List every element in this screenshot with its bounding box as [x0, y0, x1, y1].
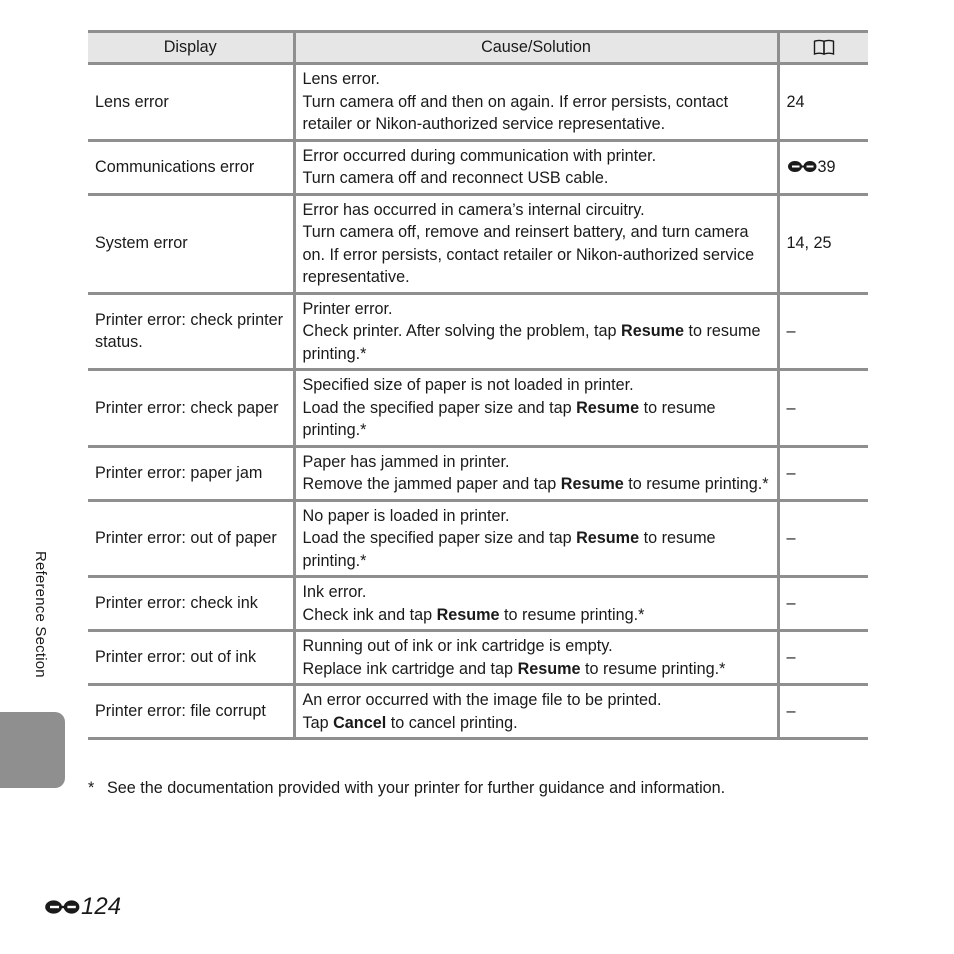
error-display-cell: Printer error: out of paper	[88, 500, 294, 577]
page-reference-cell	[778, 446, 868, 500]
table-row	[88, 293, 868, 370]
header-display: Display	[88, 32, 294, 64]
button-name-emphasis: Resume	[560, 475, 624, 493]
footnote-text: See the documentation provided with your printer for further guidance and information.	[107, 779, 726, 797]
line-text: to cancel printing.	[386, 713, 518, 732]
table-header-row	[88, 32, 868, 64]
page-reference-cell	[778, 64, 868, 141]
header-page-reference	[778, 32, 868, 64]
table-row	[88, 194, 868, 293]
line-text: Check printer. After solving the problem, tap	[302, 322, 622, 340]
cause-solution-cell	[294, 64, 778, 141]
table-row	[88, 500, 868, 577]
cause-solution-line: Turn camera off, remove and reinsert battery, and turn camera on. If error persists, contact retailer or Nikon-authorized service representative.	[302, 223, 755, 286]
page-reference-cell	[778, 370, 868, 447]
line-text: to resume printing.*	[580, 659, 726, 678]
page-reference-value: 24	[786, 92, 805, 111]
button-name-emphasis: Cancel	[333, 713, 387, 732]
cause-solution-cell	[294, 631, 778, 685]
header-cause-solution: Cause/Solution	[294, 32, 778, 64]
cause-solution-line: An error occurred with the image file to be printed.	[302, 691, 662, 709]
cause-solution-line: No paper is loaded in printer.	[302, 506, 510, 525]
button-name-emphasis: Resume	[436, 605, 500, 624]
line-text: to resume printing.*	[623, 475, 769, 493]
line-text: Replace ink cartridge and tap	[302, 659, 518, 678]
cause-solution-line	[303, 473, 770, 496]
page-reference-value: –	[786, 594, 796, 613]
section-tab-label: Reference Section	[32, 551, 49, 678]
error-display-cell: Printer error: check printer status.	[88, 293, 294, 370]
cause-solution-cell	[294, 577, 778, 631]
page-reference-value: 14, 25	[786, 234, 832, 253]
page-reference-value: –	[786, 398, 796, 417]
cause-solution-line: Specified size of paper is not loaded in printer.	[302, 376, 634, 394]
book-icon	[813, 39, 835, 55]
cause-solution-line: Running out of ink or ink cartridge is empty.	[302, 637, 613, 655]
page-reference-value: –	[786, 463, 796, 482]
error-display-cell: System error	[88, 194, 294, 293]
button-name-emphasis: Resume	[576, 398, 640, 417]
table-row	[88, 631, 868, 685]
line-text: Load the specified paper size and tap	[302, 398, 577, 417]
page-reference-cell	[778, 577, 868, 631]
table-row	[88, 140, 868, 194]
table-row	[88, 370, 868, 447]
cause-solution-line	[303, 604, 770, 627]
cause-solution-line	[303, 397, 770, 442]
cause-solution-line	[303, 527, 770, 572]
error-display-cell: Printer error: out of ink	[88, 631, 294, 685]
line-text: to resume printing.*	[499, 605, 645, 624]
cause-solution-cell	[294, 370, 778, 447]
page-reference-value: –	[786, 322, 796, 340]
footnote	[88, 777, 725, 799]
page-reference-value: –	[786, 702, 796, 721]
cause-solution-line	[303, 658, 770, 681]
page-reference-value: –	[786, 529, 796, 547]
cause-solution-cell	[294, 293, 778, 370]
cause-solution-cell	[294, 194, 778, 293]
cause-solution-line	[303, 320, 770, 365]
cause-solution-line	[303, 712, 770, 735]
cause-solution-line: Paper has jammed in printer.	[302, 452, 510, 471]
cause-solution-cell	[294, 500, 778, 577]
line-text: Load the specified paper size and tap	[302, 529, 577, 547]
button-name-emphasis: Resume	[517, 659, 581, 678]
reference-section-icon	[44, 899, 80, 915]
table-row	[88, 64, 868, 141]
cause-solution-line: Turn camera off and reconnect USB cable.	[302, 169, 609, 187]
button-name-emphasis: Resume	[576, 529, 640, 547]
page-number	[44, 893, 121, 921]
page-reference-cell	[778, 631, 868, 685]
cause-solution-cell	[294, 446, 778, 500]
page-number-value: 124	[81, 893, 122, 920]
line-text: Tap	[302, 713, 334, 732]
table-row	[88, 446, 868, 500]
line-text: to resume printing.*	[302, 398, 716, 439]
error-display-cell: Lens error	[88, 64, 294, 141]
page-reference-cell	[778, 194, 868, 293]
cause-solution-line: Ink error.	[302, 583, 367, 601]
line-text: Check ink and tap	[302, 605, 437, 624]
page-reference-value: 39	[817, 157, 836, 176]
cause-solution-cell	[294, 140, 778, 194]
error-display-cell: Printer error: check paper	[88, 370, 294, 447]
line-text: Remove the jammed paper and tap	[302, 475, 561, 493]
cause-solution-cell	[294, 685, 778, 739]
table-row	[88, 577, 868, 631]
line-text: to resume printing.*	[302, 529, 716, 570]
page-reference-cell	[778, 685, 868, 739]
page-reference-value: –	[786, 648, 796, 667]
button-name-emphasis: Resume	[621, 322, 685, 340]
table-row	[88, 685, 868, 739]
error-display-cell: Communications error	[88, 140, 294, 194]
error-display-cell: Printer error: check ink	[88, 577, 294, 631]
section-tab	[0, 712, 65, 788]
page-reference-cell	[778, 140, 868, 194]
cause-solution-line: Error occurred during communication with printer.	[302, 146, 657, 165]
error-display-cell: Printer error: file corrupt	[88, 685, 294, 739]
footnote-marker: *	[88, 779, 95, 797]
page-reference-cell	[778, 293, 868, 370]
error-message-table	[88, 30, 868, 740]
page-reference-cell	[778, 500, 868, 577]
error-display-cell: Printer error: paper jam	[88, 446, 294, 500]
cause-solution-line: Printer error.	[302, 299, 393, 318]
cause-solution-line: Error has occurred in camera’s internal circuitry.	[302, 200, 645, 219]
reference-section-icon	[787, 160, 817, 173]
line-text: to resume printing.*	[302, 322, 761, 363]
cause-solution-line: Turn camera off and then on again. If error persists, contact retailer or Nikon-authorized service representative.	[302, 92, 729, 133]
cause-solution-line: Lens error.	[302, 70, 380, 88]
